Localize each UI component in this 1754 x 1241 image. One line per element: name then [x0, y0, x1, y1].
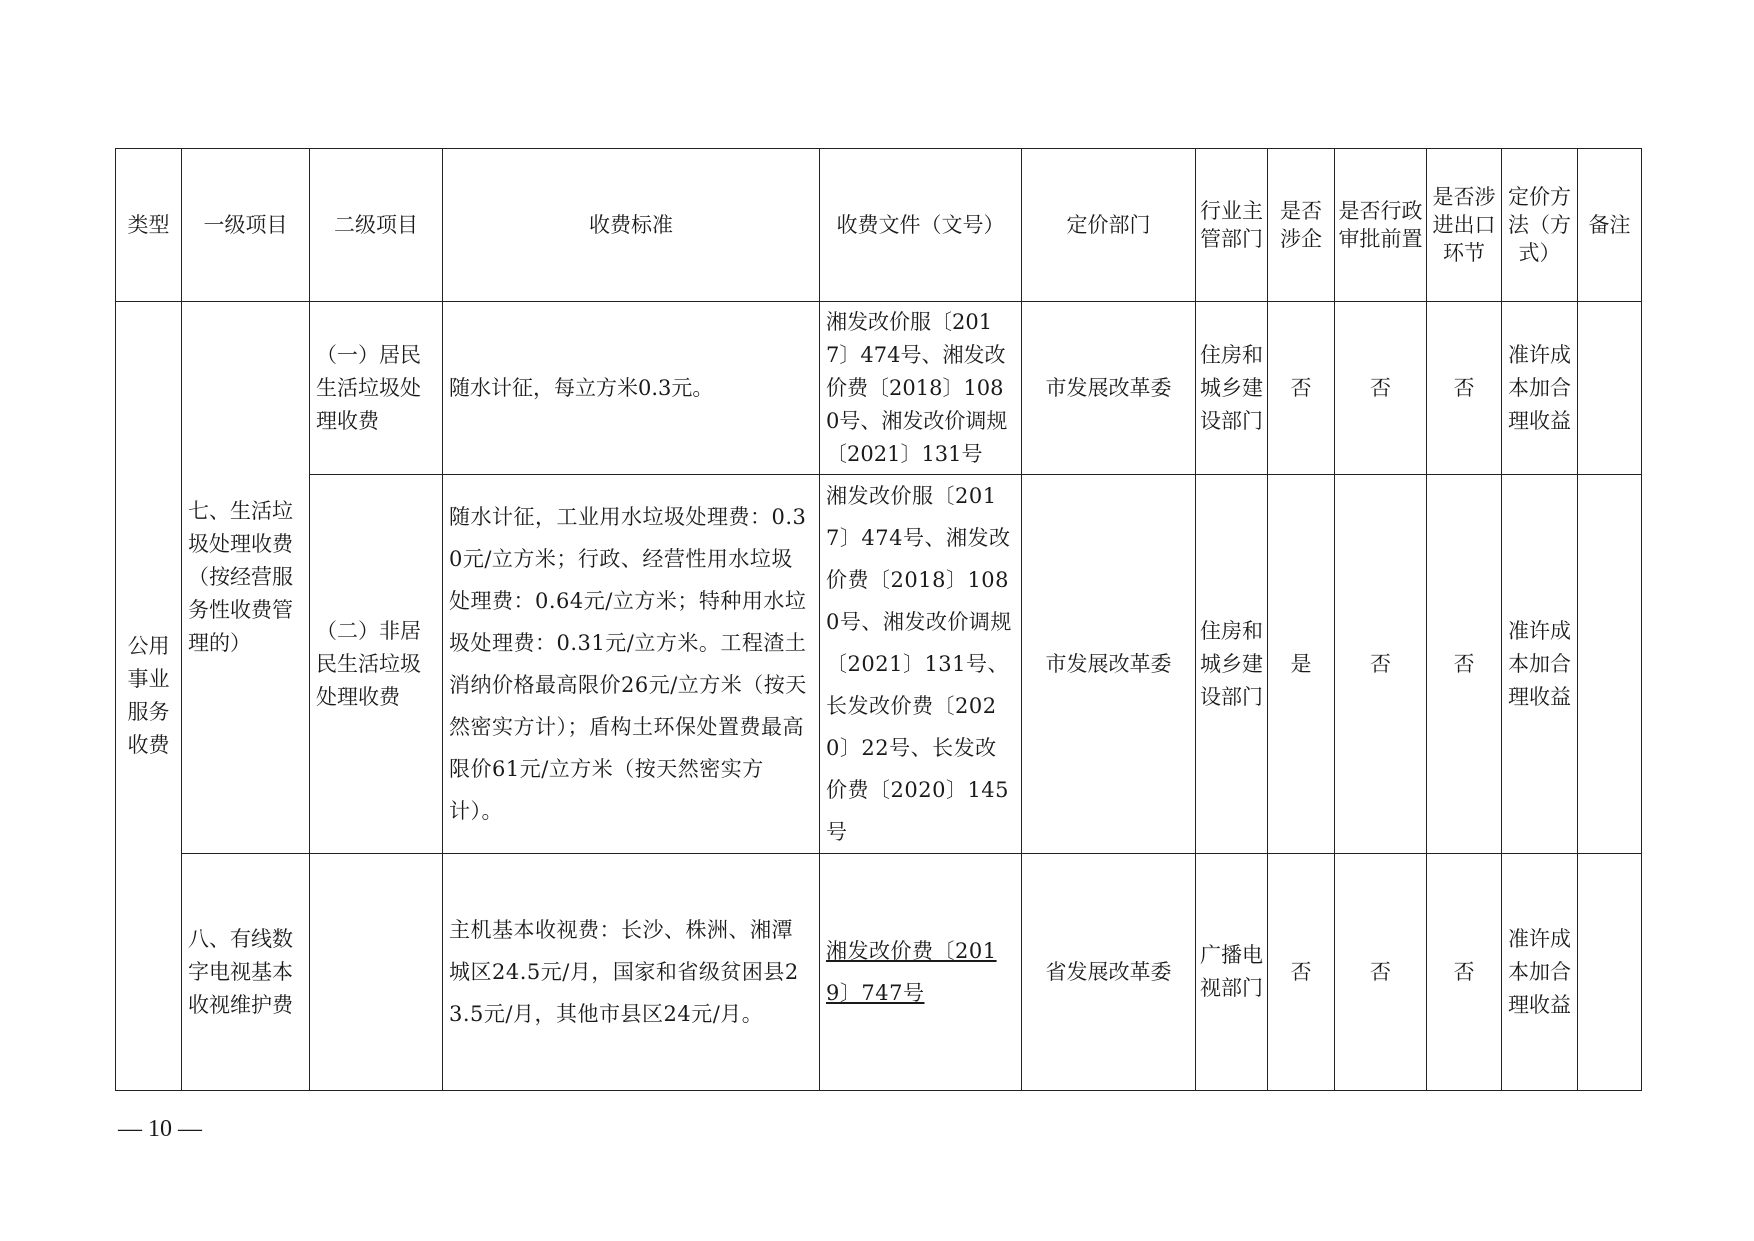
header-standard: 收费标准	[443, 149, 820, 302]
document-link[interactable]: 湘发改价费〔2019〕747号	[826, 939, 997, 1005]
header-admin-approval: 是否行政审批前置	[1335, 149, 1427, 302]
header-level2: 二级项目	[310, 149, 443, 302]
header-remarks: 备注	[1578, 149, 1642, 302]
standard-cell: 随水计征，工业用水垃圾处理费：0.30元/立方米；行政、经营性用水垃圾处理费：0.64元/立方米；特种用水垃圾处理费：0.31元/立方米。工程渣土消纳价格最高限价26元/立方米（按天然密实方计）；盾构土环保处置费最高限价61元/立方米（按天然密实方计）。	[443, 475, 820, 854]
level2-cell: （一）居民生活垃圾处理收费	[310, 302, 443, 475]
remarks-cell	[1578, 302, 1642, 475]
page-number: — 10 —	[118, 1116, 202, 1142]
standard-cell: 主机基本收视费：长沙、株洲、湘潭城区24.5元/月，国家和省级贫困县23.5元/月，其他市县区24元/月。	[443, 854, 820, 1091]
industry-dept-cell: 住房和城乡建设部门	[1196, 475, 1268, 854]
table-header-row	[116, 149, 1642, 302]
admin-approval-cell: 否	[1335, 854, 1427, 1091]
level2-cell	[310, 854, 443, 1091]
industry-dept-cell: 广播电视部门	[1196, 854, 1268, 1091]
document-cell	[820, 854, 1022, 1091]
document-cell: 湘发改价服〔2017〕474号、湘发改价费〔2018〕1080号、湘发改价调规〔2021〕131号、长发改价费〔2020〕22号、长发改价费〔2020〕145号	[820, 475, 1022, 854]
import-export-cell: 否	[1427, 475, 1502, 854]
header-document: 收费文件（文号）	[820, 149, 1022, 302]
table-row	[116, 854, 1642, 1091]
import-export-cell: 否	[1427, 854, 1502, 1091]
header-import-export: 是否涉进出口环节	[1427, 149, 1502, 302]
level1-cell: 八、有线数字电视基本收视维护费	[182, 854, 310, 1091]
level1-cell: 七、生活垃圾处理收费（按经营服务性收费管理的）	[182, 302, 310, 854]
involves-enterprise-cell: 是	[1268, 475, 1335, 854]
table-row	[116, 475, 1642, 854]
import-export-cell: 否	[1427, 302, 1502, 475]
pricing-dept-cell: 市发展改革委	[1022, 475, 1196, 854]
pricing-method-cell: 准许成本加合理收益	[1502, 302, 1578, 475]
header-type: 类型	[116, 149, 182, 302]
admin-approval-cell: 否	[1335, 475, 1427, 854]
level2-cell: （二）非居民生活垃圾处理收费	[310, 475, 443, 854]
document-cell: 湘发改价服〔2017〕474号、湘发改价费〔2018〕1080号、湘发改价调规〔2021〕131号	[820, 302, 1022, 475]
standard-cell: 随水计征，每立方米0.3元。	[443, 302, 820, 475]
pricing-dept-cell: 市发展改革委	[1022, 302, 1196, 475]
admin-approval-cell: 否	[1335, 302, 1427, 475]
pricing-dept-cell: 省发展改革委	[1022, 854, 1196, 1091]
table-row	[116, 302, 1642, 475]
header-industry-dept: 行业主管部门	[1196, 149, 1268, 302]
pricing-method-cell: 准许成本加合理收益	[1502, 475, 1578, 854]
remarks-cell	[1578, 854, 1642, 1091]
pricing-method-cell: 准许成本加合理收益	[1502, 854, 1578, 1091]
category-cell: 公用事业服务收费	[116, 302, 182, 1091]
header-pricing-dept: 定价部门	[1022, 149, 1196, 302]
industry-dept-cell: 住房和城乡建设部门	[1196, 302, 1268, 475]
header-pricing-method: 定价方法（方式）	[1502, 149, 1578, 302]
remarks-cell	[1578, 475, 1642, 854]
fee-table	[115, 148, 1642, 1091]
header-involves-enterprise: 是否涉企	[1268, 149, 1335, 302]
involves-enterprise-cell: 否	[1268, 854, 1335, 1091]
involves-enterprise-cell: 否	[1268, 302, 1335, 475]
header-level1: 一级项目	[182, 149, 310, 302]
